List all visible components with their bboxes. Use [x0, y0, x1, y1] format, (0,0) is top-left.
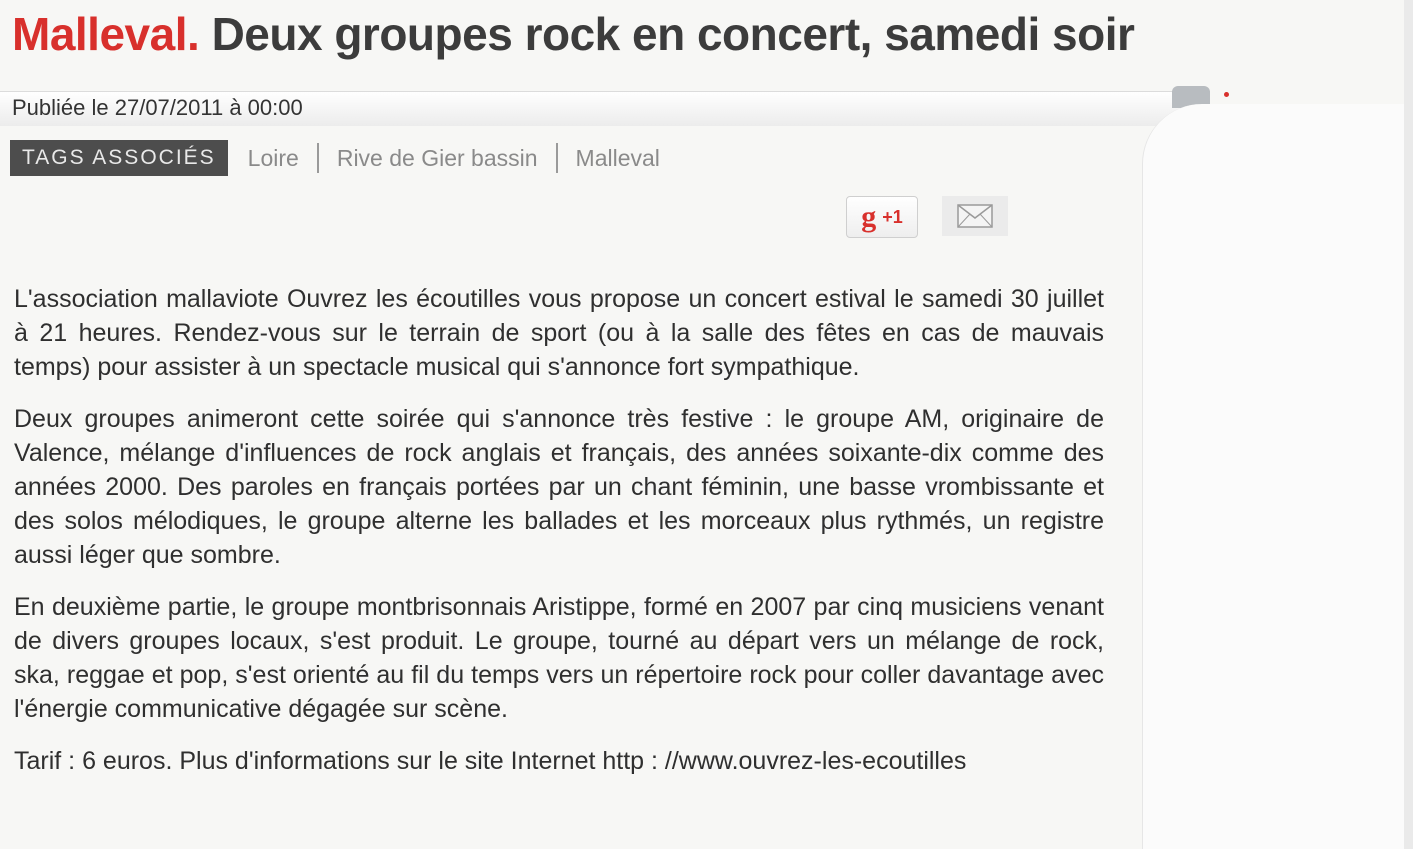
plus-one-label: +1	[882, 206, 903, 227]
headline-dot: .	[187, 8, 200, 60]
article-paragraph: Deux groupes animeront cette soirée qui s'annonce très festive : le groupe AM, originaire de Valence, mélange d'influences de rock anglais et français, des années soixante-dix comme des années 2000. Des paroles en français portées par un chant féminin, une basse vrombissante et des solos mélodiques, le groupe alterne les ballades et les morceaux plus rythmés, un registre aussi léger que sombre.	[14, 405, 1104, 569]
publication-date: Publiée le 27/07/2011 à 00:00	[12, 95, 303, 120]
headline-title: Deux groupes rock en concert, samedi soir	[211, 8, 1135, 60]
envelope-icon	[957, 204, 993, 228]
meta-corner-dot	[1224, 92, 1229, 97]
tags-label: TAGS ASSOCIÉS	[10, 140, 228, 176]
share-buttons	[846, 196, 1008, 238]
article-paragraph: Tarif : 6 euros. Plus d'informations sur le site Internet http : //www.ouvrez-les-ecoutilles	[14, 747, 967, 775]
tag-rive-de-gier-bassin[interactable]: Rive de Gier bassin	[317, 143, 556, 173]
scan-edge	[1404, 0, 1413, 849]
tags-row	[10, 140, 678, 176]
google-plus-icon: g	[861, 200, 877, 233]
right-side-panel	[1142, 104, 1413, 849]
tag-loire[interactable]: Loire	[247, 145, 299, 171]
headline	[12, 4, 1407, 64]
google-plus-button[interactable]	[846, 196, 918, 238]
tag-malleval[interactable]: Malleval	[556, 143, 678, 173]
email-share-button[interactable]	[942, 196, 1008, 236]
article-paragraph: L'association mallaviote Ouvrez les écoutilles vous propose un concert estival le samedi 30 juillet à 21 heures. Rendez-vous sur le terrain de sport (ou à la salle des fêtes en cas de mauvais temps) pour assister à un spectacle musical qui s'annonce fort sympathique.	[14, 285, 1104, 381]
article-paragraph: En deuxième partie, le groupe montbrisonnais Aristippe, formé en 2007 par cinq musiciens venant de divers groupes locaux, s'est produit. Le groupe, tourné au départ vers un mélange de rock, ska, reggae et pop, s'est orienté au fil du temps vers un répertoire rock pour coller davantage avec l'énergie communicative dégagée sur scène.	[14, 593, 1104, 723]
headline-town: Malleval	[12, 8, 187, 60]
article-body	[14, 282, 1104, 796]
